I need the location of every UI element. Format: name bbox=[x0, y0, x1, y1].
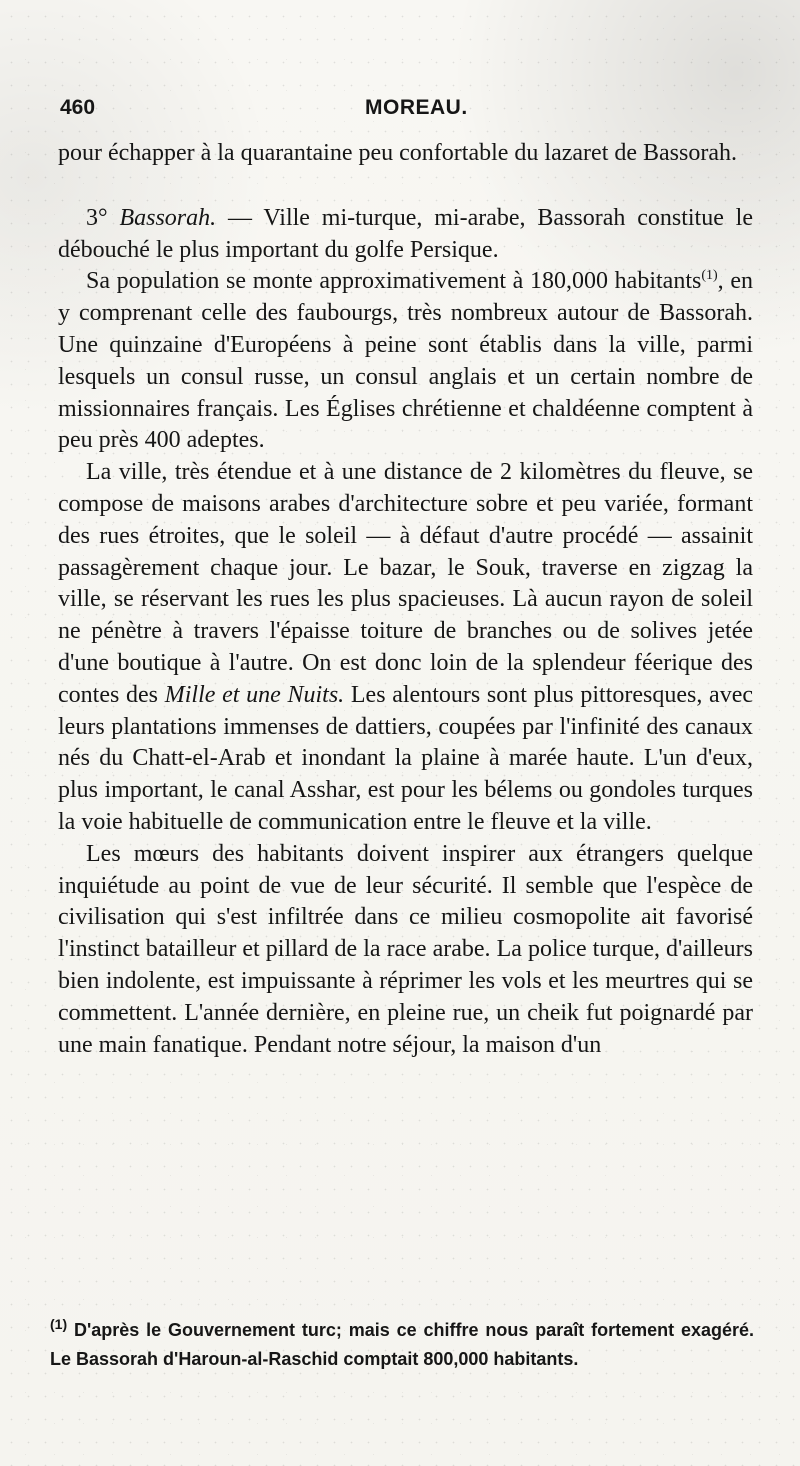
paragraph-city-description bbox=[58, 457, 753, 839]
city-text-before: La ville, très étendue et à une distance de 2 kilomètres du fleuve, se compose de maisons arabes d'architecture sobre et peu variée, formant des rues étroites, que le soleil — à défaut d'autre procédé — assainit passagèrement chaque jour. Le bazar, le Souk, traverse en zigzag la ville, se réservant les rues les plus spacieuses. Là aucun rayon de soleil ne pénètre à travers l'épaisse toiture de branches ou de solives jetée d'une boutique à l'autre. On est donc loin de la splendeur féerique des contes des bbox=[58, 459, 753, 708]
population-text-before: Sa population se monte approximativement à 180,000 habitants bbox=[86, 268, 702, 295]
paragraph-quarantine-end: pour échapper à la quarantaine peu confortable du lazaret de Bassorah. bbox=[58, 140, 738, 166]
paragraph-population bbox=[58, 266, 753, 457]
page-number: 460 bbox=[60, 96, 96, 119]
paragraph-security: Les mœurs des habitants doivent inspirer aux étrangers quelque inquiétude au point de vue de leur sécurité. Il semble que l'espèce de civilisation qui s'est infiltrée dans ce milieu cosmopolite ait favorisé l'instinct batailleur et pillard de la race arabe. La police turque, d'ailleurs bien indolente, est impuissante à réprimer les vols et les meurtres qui se commettent. L'année dernière, en pleine rue, un cheik fut poignardé par une main fanatique. Pendant notre séjour, la maison d'un bbox=[58, 840, 753, 1058]
population-text-after: , en y comprenant celle des faubourgs, très nombreux autour de Bassorah. Une quinzaine d'Européens à peine sont établis dans la ville, parmi lesquels un consul russe, un consul anglais et un certain nombre de missionnaires français. Les Églises chrétienne et chaldéenne comptent à peu près 400 adeptes. bbox=[58, 268, 754, 454]
running-head: MOREAU. bbox=[365, 96, 468, 119]
footnote bbox=[50, 1316, 754, 1374]
mille-et-une-nuits-title: Mille et une Nuits. bbox=[164, 681, 345, 708]
section-number: 3° bbox=[86, 204, 108, 231]
footnote-text bbox=[50, 1316, 754, 1374]
section-intro-text: — Ville mi-turque, mi-arabe, Bassorah constitue le débouché le plus important du golfe Persique. bbox=[58, 204, 754, 263]
page-header bbox=[60, 96, 765, 126]
footnote-reference: (1) bbox=[701, 268, 718, 284]
paragraph-bassorah-intro bbox=[58, 203, 753, 267]
main-text bbox=[58, 138, 753, 1061]
city-text-after: Les alentours sont plus pittoresques, avec leurs plantations immenses de dattiers, coupées par l'infinité des canaux nés du Chatt-el-Arab et inondant la plaine à marée haute. L'un d'eux, plus important, le canal Asshar, est pour les bélems ou gondoles turques la voie habituelle de communication entre le fleuve et la ville. bbox=[58, 681, 754, 835]
section-title: Bassorah. bbox=[119, 204, 217, 231]
footnote-content: D'après le Gouvernement turc; mais ce chiffre nous paraît fortement exagéré. Le Bassorah d'Haroun-al-Raschid comptait 800,000 habitants. bbox=[50, 1320, 754, 1369]
footnote-marker: (1) bbox=[50, 1316, 68, 1332]
